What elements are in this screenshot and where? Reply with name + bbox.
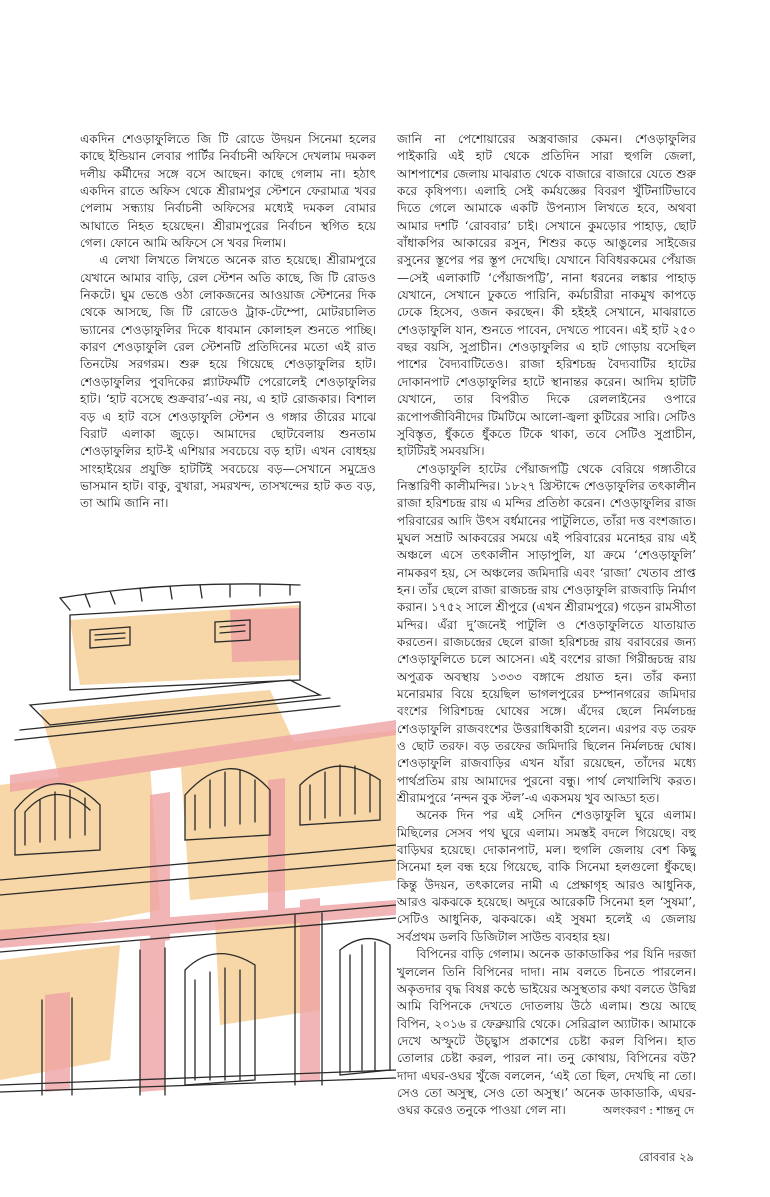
illustration-credit: অলংকরণ : শান্তনু দে [602,1104,694,1117]
article-column-left [80,131,376,513]
page-footer: রোববার ২৯ [638,1150,694,1164]
article-column-right [397,131,696,1120]
paragraph: একদিন শেওড়াফুলিতে জি টি রোডে উদয়ন সিনেমা হলের কাছে ইন্ডিয়ান লেবার পার্টির নির্বাচনী অফিসে দেখলাম দমকল দলীয় কর্মীদের সঙ্গে বসে আছেন। কাছে গেলাম না। হঠাৎ একদিন রাতে অফিস থেকে শ্রীরামপুর স্টেশনে ফেরামাত্র খবর পেলাম সন্ধ্যায় নির্বাচনী অফিসের মধ্যেই দমকল বোমার আঘাতে নিহত হয়েছেন। শ্রীরামপুরের নির্বাচন স্থগিত হয়ে গেল। ফোনে আমি অফিসে সে খবর দিলাম। [80,132,376,251]
paragraph: এ লেখা লিখতে লিখতে অনেক রাত হয়েছে। শ্রীরামপুরে যেখানে আমার বাড়ি, রেল স্টেশন অতি কাছে, জি টি রোডও নিকটে। ঘুম ভেঙে ওঠা লোকজনের আওয়াজ স্টেশনের দিক থেকে আসছে, জি টি রোডেও ট্রাক-টেম্পো, মোটরচালিত ভ্যানের শেওড়াফুলির দিকে ধাবমান কোলাহল শুনতে পাচ্ছি। কারণ শেওড়াফুলি রেল স্টেশনটি প্রতিদিনের মতো এই রাত তিনটেয় সরগরম। শুরু হয়ে গিয়েছে শেওড়াফুলির হাট। শেওড়াফুলির পুবদিকের প্ল্যাটফর্মটি পেরোলেই শেওড়াফুলির হাট। ‘হাট বসেছে শুক্রবার’-এর নয়, এ হাট রোজকার। বিশাল বড় এ হাট বসে শেওড়াফুলি স্টেশন ও গঙ্গার তীরের মাঝে বিরাট এলাকা জুড়ে। আমাদের ছোটবেলায় শুনতাম শেওড়াফুলির হাট-ই এশিয়ার সবচেয়ে বড় হাট। এখন বোধহয় সাংহাইয়ের প্রযুক্তি হাটটিই সবচেয়ে বড়—সেখানে সমুদ্রেও ভাসমান হাট। বাকু, বুখারা, সমরখন্দ, তাসখন্দের হাট কত বড়, তা আমি জানি না। [80,253,376,511]
paragraph: বিপিনের বাড়ি গেলাম। অনেক ডাকাডাকির পর যিনি দরজা খুললেন তিনি বিপিনের দাদা। নাম বলতে চিনতে পারলেন। অকৃতদার বৃদ্ধ বিষণ্ণ কণ্ঠে ভাইয়ের অসুস্থতার কথা বলতে উদ্বিগ্ন আমি বিপিনকে দেখতে দোতলায় উঠে এলাম। শুয়ে আছে বিপিন, ২০১৬ র ফেব্রুয়ারি থেকে। সেরিব্রাল অ্যাটাক। আমাকে দেখে অস্ফুটে উচ্ছ্বাস প্রকাশের চেষ্টা করল বিপিন। হাত তোলার চেষ্টা করল, পারল না। তনু কোথায়, বিপিনের বউ? দাদা এঘর-ওঘর খুঁজে বললেন, ‘এই তো ছিল, দেখছি না তো। সেও তো অসুস্থ, সেও তো অসুস্থ।’ অনেক ডাকাডাকি, এঘর-ওঘর করেও তনুকে পাওয়া গেল না। [397,947,696,1118]
paragraph: অনেক দিন পর এই সেদিন শেওড়াফুলি ঘুরে এলাম। মিছিলের সেসব পথ ঘুরে এলাম। সমস্তই বদলে গিয়েছে। বহু বাড়িঘর হয়েছে। দোকানপাট, মল। হুগলি জেলায় বেশ কিছু সিনেমা হল বন্ধ হয়ে গিয়েছে, বাকি সিনেমা হলগুলো ধুঁকছে। কিন্তু উদয়ন, তৎকালের নামী এ প্রেক্ষাগৃহ আরও আধুনিক, আরও ঝকঝকে হয়েছে। অদূরে আরেকটি সিনেমা হল ‘সুষমা’, সেটিও আধুনিক, ঝকঝকে। এই সুষমা হলেই এ জেলায় সর্বপ্রথম ডলবি ডিজিটাল সাউন্ড ব্যবহার হয়। [397,808,696,944]
building-sketch-illustration [0,580,396,1100]
paragraph: শেওড়াফুলি হাটের পেঁয়াজপট্টি থেকে বেরিয়ে গঙ্গাতীরে নিস্তারিণী কালীমন্দির। ১৮২৭ খ্রিস্টাব্দে শেওড়াফুলির তৎকালীন রাজা হরিশচন্দ্র রায় এ মন্দির প্রতিষ্ঠা করেন। শেওড়াফুলির রাজ পরিবারের আদি উৎস বর্ধমানের পাটুলিতে, তাঁরা দত্ত বংশজাত। মুঘল সম্রাট আকবরের সময়ে এই পরিবারের মনোহর রায় এই অঞ্চলে এসে তৎকালীন সাড়াপুলি, যা ক্রমে ‘শেওড়াফুলি’ নামকরণ হয়, সে অঞ্চলের জমিদারি এবং ‘রাজা’ খেতাব প্রাপ্ত হন। তাঁর ছেলে রাজা রাজচন্দ্র রায় শেওড়াফুলি রাজবাড়ি নির্মাণ করান। ১৭৫২ সালে শ্রীপুরে (এখন শ্রীরামপুরে) গড়েন রামসীতা মন্দির। এঁরা দু’জনেই পাটুলি ও শেওড়াফুলিতে যাতায়াত করতেন। রাজচন্দ্রের ছেলে রাজা হরিশচন্দ্র রায় বরাবরের জন্য শেওড়াফুলিতে চলে আসেন। এই বংশের রাজা গিরীন্দ্রচন্দ্র রায় অপুত্রক অবস্থায় ১৩৩৩ বঙ্গাব্দে প্রয়াত হন। তাঁর কন্যা মনোরমার বিয়ে হয়েছিল ভাগলপুরের চম্পানগরের জমিদার বংশের গিরিশচন্দ্র ঘোষের সঙ্গে। এঁদের ছেলে নির্মলচন্দ্র শেওড়াফুলি রাজবংশের উত্তরাধিকারী হলেন। এরপর বড় তরফ ও ছোট তরফ। বড় তরফের জমিদারি ছিলেন নির্মলচন্দ্র ঘোষ। শেওড়াফুলি রাজবাড়ির এখন যাঁরা রয়েছেন, তাঁদের মধ্যে পার্থপ্রতিম রায় আমাদের পুরনো বন্ধু। পার্থ লেখালিখি করত। শ্রীরামপুরে ‘নন্দন বুক স্টল’-এ একসময় খুব আড্ডা হত। [397,461,696,806]
paragraph: জানি না পেশোয়ারের অস্ত্রবাজার কেমন। শেওড়াফুলির পাইকারি এই হাট থেকে প্রতিদিন সারা হুগলি জেলা, আশপাশের জেলায় মাঝরাত থেকে বাজারে বাজারে যেতে শুরু করে কৃষিপণ্য। এলাহি সেই কর্মযজ্ঞের বিবরণ খুঁটিনাটিভাবে দিতে গেলে আমাকে একটি উপন্যাস লিখতে হবে, অথবা আমার দশটি ‘রোববার’ চাই। সেখানে কুমড়োর পাহাড়, ছোট বাঁধাকপির আকারের রসুন, শিশুর কড়ে আঙুলের সাইজের রসুনের স্তূপের পর স্তূপ দেখেছি। যেখানে বিবিধরকমের পেঁয়াজ—সেই এলাকাটি ‘পেঁয়াজপট্টি’, নানা ধরনের লঙ্কার পাহাড় যেখানে, সেখানে ঢুকতে পারিনি, কর্মচারীরা নাকমুখ কাপড়ে ঢেকে হিসেব, ওজন করছেন। কী হইহই সেখানে, মাঝরাতে শেওড়াফুলি যান, শুনতে পাবেন, দেখতে পাবেন। এই হাট ২৫০ বছর বয়সি, সুপ্রাচীন। শেওড়াফুলির এ হাট গোড়ায় বসেছিল পাশের বৈদ্যবাটিতেও। রাজা হরিশচন্দ্র বৈদ্যবাটির হাটের দোকানপাট শেওড়াফুলির হাটে স্থানান্তর করেন। আদিম হাটটি যেখানে, তার বিপরীত দিকে রেললাইনের ওপারে রূপোপজীবিনীদের টিমটিমে আলো-জ্বলা কুটিরের সারি। সেটিও সুবিস্তৃত, ধুঁকতে ধুঁকতে টিকে থাকা, তবে সেটিও সুপ্রাচীন, হাটটিরই সমবয়সি। [397,132,696,459]
